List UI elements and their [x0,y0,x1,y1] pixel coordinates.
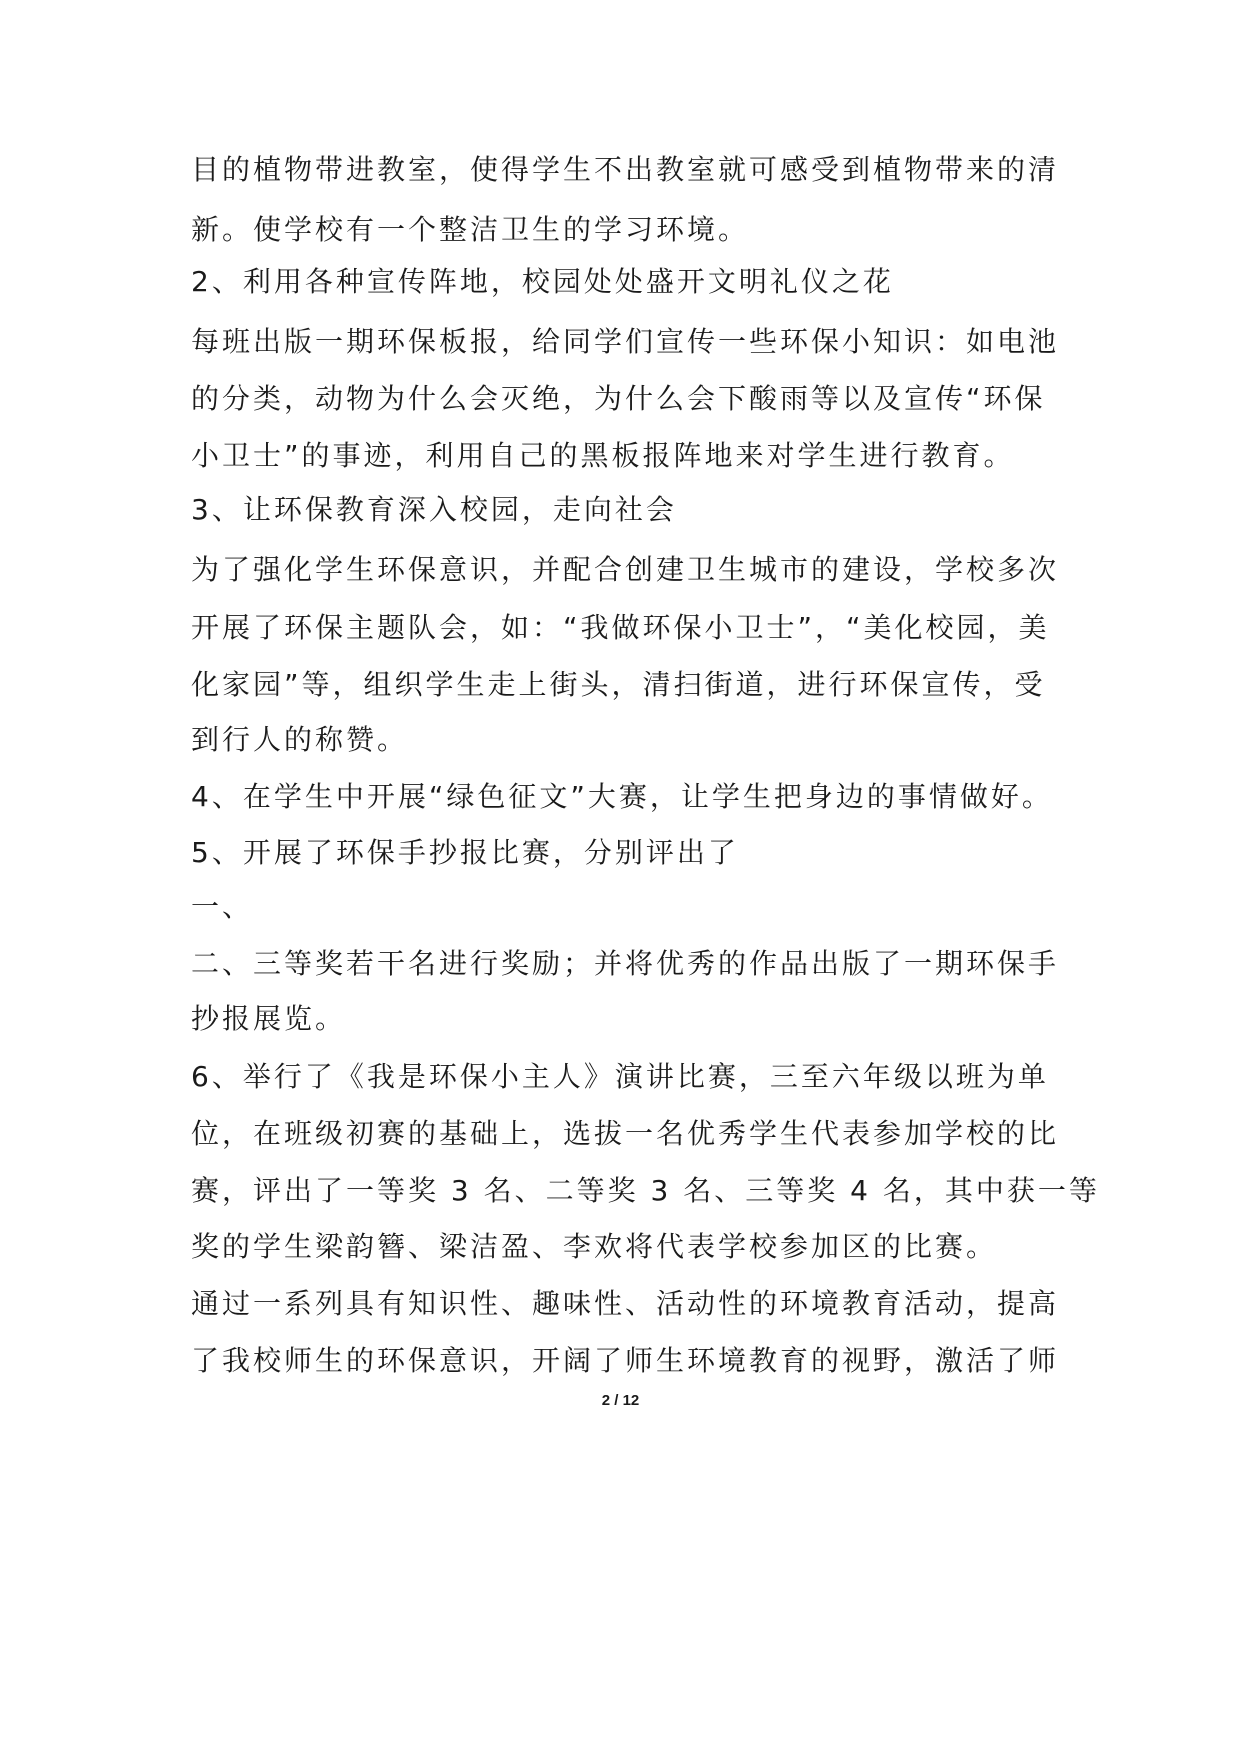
text-line: 位，在班级初赛的基础上，选拔一名优秀学生代表参加学校的比 [191,1117,1060,1150]
text-line: 赛，评出了一等奖 3 名、二等奖 3 名、三等奖 4 名，其中获一等 [191,1174,1100,1207]
page-number: 2 / 12 [601,1392,640,1409]
text-line: 到行人的称赞。 [191,723,409,756]
text-line: 了我校师生的环保意识，开阔了师生环境教育的视野，激活了师 [191,1344,1060,1377]
section-heading-5: 5、开展了环保手抄报比赛，分别评出了 [191,836,739,869]
section-heading-6: 6、举行了《我是环保小主人》演讲比赛，三至六年级以班为单 [191,1060,1049,1093]
section-heading-2: 2、利用各种宣传阵地，校园处处盛开文明礼仪之花 [191,265,894,298]
text-line: 的分类，动物为什么会灭绝，为什么会下酸雨等以及宣传“环保 [191,382,1046,415]
text-line: 为了强化学生环保意识，并配合创建卫生城市的建设，学校多次 [191,553,1060,586]
text-line: 一、 [191,890,254,923]
text-line: 二、三等奖若干名进行奖励；并将优秀的作品出版了一期环保手 [191,947,1060,980]
text-line: 每班出版一期环保板报，给同学们宣传一些环保小知识：如电池 [191,325,1060,358]
section-heading-3: 3、让环保教育深入校园，走向社会 [191,493,677,526]
text-line: 化家园”等，组织学生走上街头，清扫街道，进行环保宣传，受 [191,668,1046,701]
text-line: 目的植物带进教室，使得学生不出教室就可感受到植物带来的清 [191,153,1060,186]
section-heading-4: 4、在学生中开展“绿色征文”大赛，让学生把身边的事情做好。 [191,780,1053,813]
text-line: 新。使学校有一个整洁卫生的学习环境。 [191,213,750,246]
text-line: 小卫士”的事迹，利用自己的黑板报阵地来对学生进行教育。 [191,439,1015,472]
text-line: 奖的学生梁韵簪、梁洁盈、李欢将代表学校参加区的比赛。 [191,1230,998,1263]
text-line: 开展了环保主题队会，如：“我做环保小卫士”，“美化校园，美 [191,611,1050,644]
text-line: 通过一系列具有知识性、趣味性、活动性的环境教育活动，提高 [191,1287,1060,1320]
text-line: 抄报展览。 [191,1002,347,1035]
